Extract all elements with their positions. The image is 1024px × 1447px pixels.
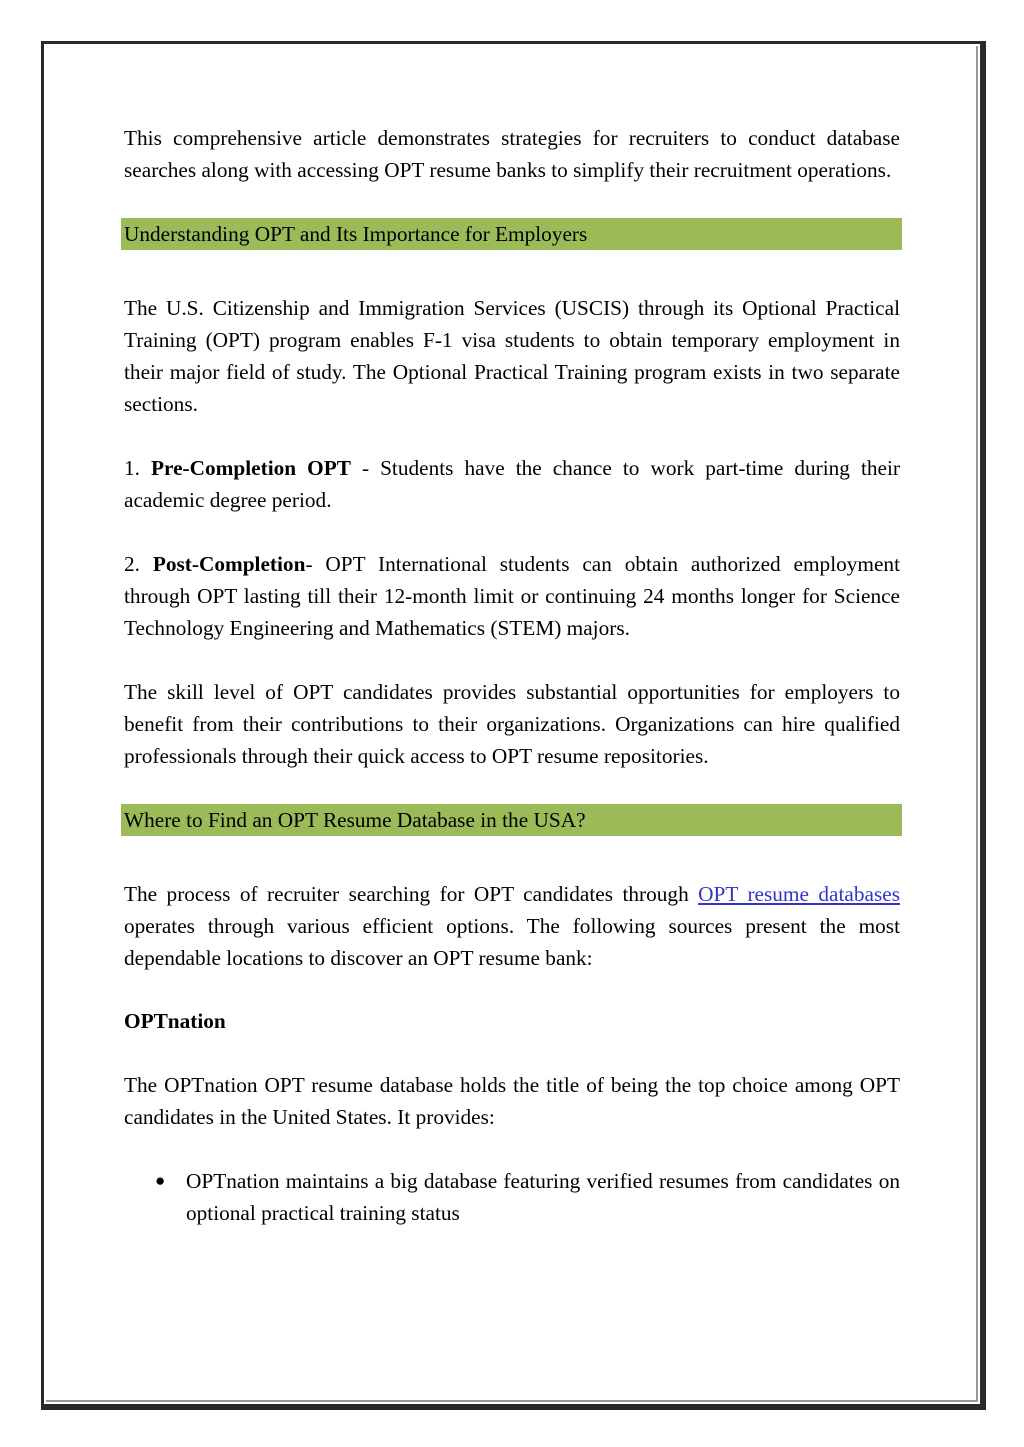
opt-resume-databases-link[interactable]: OPT resume databases (698, 882, 900, 906)
post-completion-title: Post-Completion (152, 552, 306, 576)
item-number: 1. (124, 456, 151, 480)
optnation-subheading (124, 1005, 900, 1037)
pre-completion-text: - Students have the chance to work part-time during their academic degree period. (124, 456, 900, 512)
bullet-icon: ● (155, 1171, 166, 1190)
intro-paragraph: This comprehensive article demonstrates strategies for recruiters to conduct database searches along with accessing OPT resume banks to simplify their recruitment operations. (124, 126, 900, 182)
post-completion-text: - OPT International students can obtain authorized employment through OPT lasting till their 12-month limit or continuing 24 months longer for Science Technology Engineering and Mathematics (STEM) majors. (124, 552, 900, 640)
recruiter-process-paragraph (124, 878, 900, 974)
section-heading-where-to-find: Where to Find an OPT Resume Database in the USA? (121, 804, 902, 836)
pre-completion-item (124, 452, 900, 516)
section-heading-understanding-opt: Understanding OPT and Its Importance for Employers (121, 218, 902, 250)
pre-completion-title: Pre-Completion OPT (151, 456, 351, 480)
post-completion-item (124, 548, 900, 644)
paragraph-text: operates through various efficient options. The following sources present the most dependable locations to discover an OPT resume bank: (124, 914, 900, 970)
item-number: 2. (124, 552, 153, 576)
paragraph-text: The process of recruiter searching for OPT candidates through (124, 882, 699, 906)
optnation-subheading-text: OPTnation (124, 1009, 226, 1033)
bullet-text: OPTnation maintains a big database featuring verified resumes from candidates on optional practical training status (186, 1169, 900, 1225)
document-body (124, 122, 900, 1229)
uscis-paragraph: The U.S. Citizenship and Immigration Services (USCIS) through its Optional Practical Training (OPT) program enables F-1 visa students to obtain temporary employment in their major field of study. The Optional Practical Training program exists in two separate sections. (124, 296, 900, 416)
list-item (155, 1165, 900, 1229)
skill-level-paragraph: The skill level of OPT candidates provides substantial opportunities for employers to benefit from their contributions to their organizations. Organizations can hire qualified professionals through their quick access to OPT resume repositories. (124, 680, 900, 768)
optnation-paragraph: The OPTnation OPT resume database holds the title of being the top choice among OPT candidates in the United States. It provides: (124, 1073, 900, 1129)
